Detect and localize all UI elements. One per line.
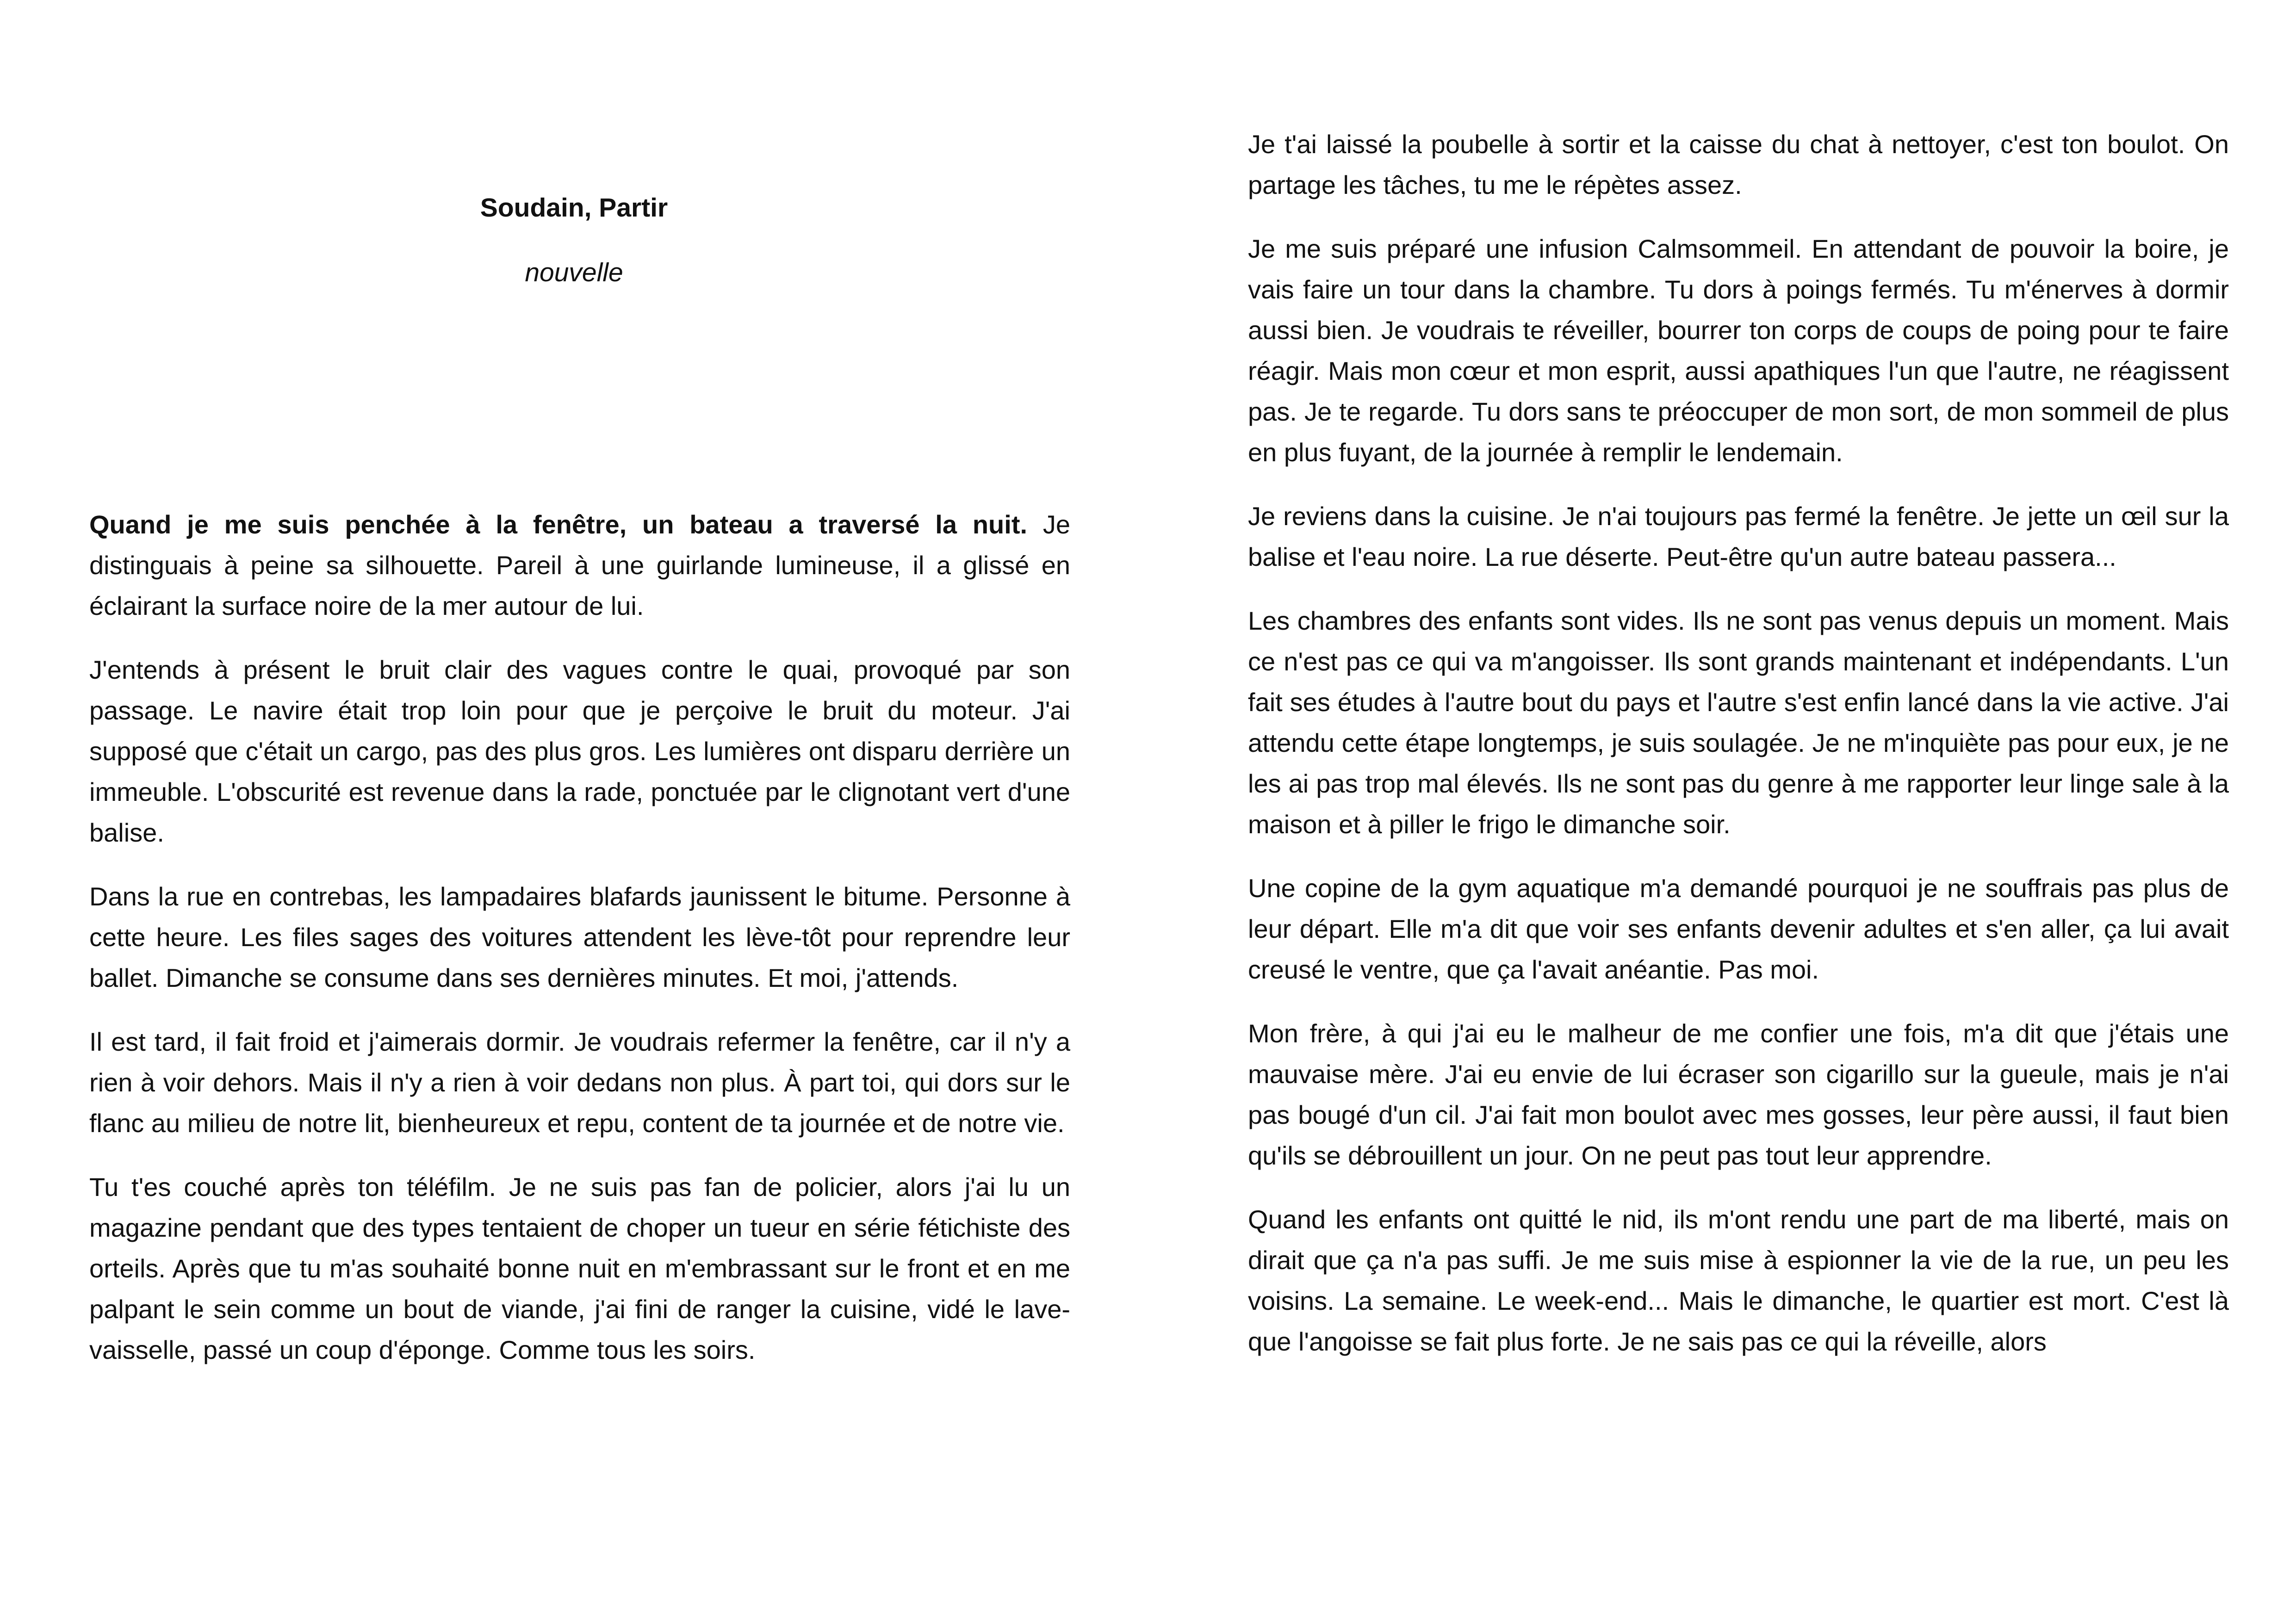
paragraph: Quand les enfants ont quitté le nid, ils m'ont rendu une part de ma liberté, mais on dirait que ça n'a pas suffi. Je me suis mise à espionner la vie de la rue, un peu les voisins. La semaine. Le week-end... Mais le dimanche, le quartier est mort. C'est là que l'angoisse se fait plus forte. Je ne sais pas ce qui la réveille, alors xyxy=(1248,1205,2229,1356)
paragraph: Dans la rue en contrebas, les lampadaires blafards jaunissent le bitume. Personne à cette heure. Les files sages des voitures attendent les lève-tôt pour reprendre leur ballet. Dimanche se consume dans ses dernières minutes. Et moi, j'attends. xyxy=(89,882,1070,992)
paragraph: Une copine de la gym aquatique m'a demandé pourquoi je ne souffrais pas plus de leur départ. Elle m'a dit que voir ses enfants devenir adultes et s'en aller, ça lui avait creusé le ventre, que ça l'avait anéantie. Pas moi. xyxy=(1248,873,2229,984)
right-page-text-column xyxy=(1248,124,2229,1385)
paragraph xyxy=(89,504,1070,626)
paragraph-text: Je distinguais à peine sa silhouette. Pareil à une guirlande lumineuse, il a glissé en éclairant la surface noire de la mer autour de lui. xyxy=(89,510,1071,620)
paragraph: Tu t'es couché après ton téléfilm. Je ne suis pas fan de policier, alors j'ai lu un magazine pendant que des types tentaient de choper un tueur en série fétichiste des orteils. Après que tu m'as souhaité bonne nuit en m'embrassant sur le front et en me palpant le sein comme un bout de viande, j'ai fini de ranger la cuisine, vidé le lave-vaisselle, passé un coup d'éponge. Comme tous les soirs. xyxy=(89,1172,1070,1364)
right-page xyxy=(1148,0,2296,1623)
paragraph: Je t'ai laissé la poubelle à sortir et la caisse du chat à nettoyer, c'est ton boulot. On partage les tâches, tu me le répètes assez. xyxy=(1248,130,2229,199)
opening-sentence: Quand je me suis penchée à la fenêtre, un bateau a traversé la nuit. xyxy=(89,510,1028,539)
paragraph: Il est tard, il fait froid et j'aimerais dormir. Je voudrais refermer la fenêtre, car il n'y a rien à voir dehors. Mais il n'y a rien à voir dedans non plus. À part toi, qui dors sur le flanc au milieu de notre lit, bienheureux et repu, content de ta journée et de notre vie. xyxy=(89,1027,1070,1138)
paragraph: Les chambres des enfants sont vides. Ils ne sont pas venus depuis un moment. Mais ce n'est pas ce qui va m'angoisser. Ils sont grands maintenant et indépendants. L'un fait ses études à l'autre bout du pays et l'autre s'est enfin lancé dans la vie active. J'ai attendu cette étape longtemps, je suis soulagée. Je ne m'inquiète pas pour eux, je ne les ai pas trop mal élevés. Ils ne sont pas du genre à me rapporter leur linge sale à la maison et à piller le frigo le dimanche soir. xyxy=(1248,606,2229,839)
paragraph: Je me suis préparé une infusion Calmsommeil. En attendant de pouvoir la boire, je vais faire un tour dans la chambre. Tu dors à poings fermés. Tu m'énerves à dormir aussi bien. Je voudrais te réveiller, bourrer ton corps de coups de poing pour te faire réagir. Mais mon cœur et mon esprit, aussi apathiques l'un que l'autre, ne réagissent pas. Je te regarde. Tu dors sans te préoccuper de mon sort, de mon sommeil de plus en plus fuyant, de la journée à remplir le lendemain. xyxy=(1248,234,2229,467)
paragraph: Mon frère, à qui j'ai eu le malheur de me confier une fois, m'a dit que j'étais une mauvaise mère. J'ai eu envie de lui écraser son cigarillo sur la gueule, mais je n'ai pas bougé d'un cil. J'ai fait mon boulot avec mes gosses, leur père aussi, il faut bien qu'ils se débrouillent un jour. On ne peut pas tout leur apprendre. xyxy=(1248,1019,2229,1170)
left-page-text-column xyxy=(89,504,1070,1394)
story-subtitle: nouvelle xyxy=(525,258,623,287)
story-title: Soudain, Partir xyxy=(480,193,668,223)
paragraph: J'entends à présent le bruit clair des vagues contre le quai, provoqué par son passage. Le navire était trop loin pour que je perçoive le bruit du moteur. J'ai supposé que c'était un cargo, pas des plus gros. Les lumières ont disparu derrière un immeuble. L'obscurité est revenue dans la rade, ponctuée par le clignotant vert d'une balise. xyxy=(89,655,1070,847)
paragraph: Je reviens dans la cuisine. Je n'ai toujours pas fermé la fenêtre. Je jette un œil sur la balise et l'eau noire. La rue déserte. Peut-être qu'un autre bateau passera... xyxy=(1248,502,2229,571)
